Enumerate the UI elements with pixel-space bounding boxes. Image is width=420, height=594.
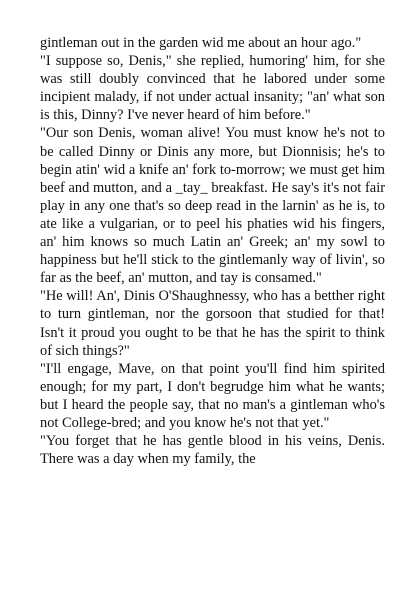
- paragraph-3: "Our son Denis, woman alive! You must know he's not to be called Dinny or Dinis any more, but Dionnisis; he's to begin atin' wid a knife an' fork to-morrow; we must get him beef and mutton, and a _tay_ breakfast. He say's it's not fair play in any one that's so deep read in the larnin' as he is, to ate like a vulgarian, or to peel his phaties wid his fingers, an' him knows so much Latin an' Greek; an' my sowl to happiness but he'll stick to the gintlemanly way of livin', so far as the beef, an' mutton, and tay is consamed.": [40, 125, 385, 287]
- paragraph-1: gintleman out in the garden wid me about an hour ago.": [40, 35, 362, 51]
- paragraph-6: "You forget that he has gentle blood in his veins, Denis. There was a day when my family, the: [40, 433, 385, 468]
- paragraph-4: "He will! An', Dinis O'Shaughnessy, who has a betther right to turn gintleman, nor the gorsoon that studied for that! Isn't it proud you ought to be that he has the spirit to think of sich things?": [40, 288, 385, 359]
- paragraph-5: "I'll engage, Mave, on that point you'll find him spirited enough; for my part, I don't begrudge him what he wants; but I heard the people say, that no man's a gintleman who's not College-bred; and you know he's not that yet.": [40, 360, 385, 431]
- body-text: [40, 34, 385, 468]
- paragraph-2: "I suppose so, Denis," she replied, humoring' him, for she was still doubly convinced that he labored under some incipient malady, if not under actual insanity; "an' what son is this, Dinny? I've never heard of him before.": [40, 53, 385, 124]
